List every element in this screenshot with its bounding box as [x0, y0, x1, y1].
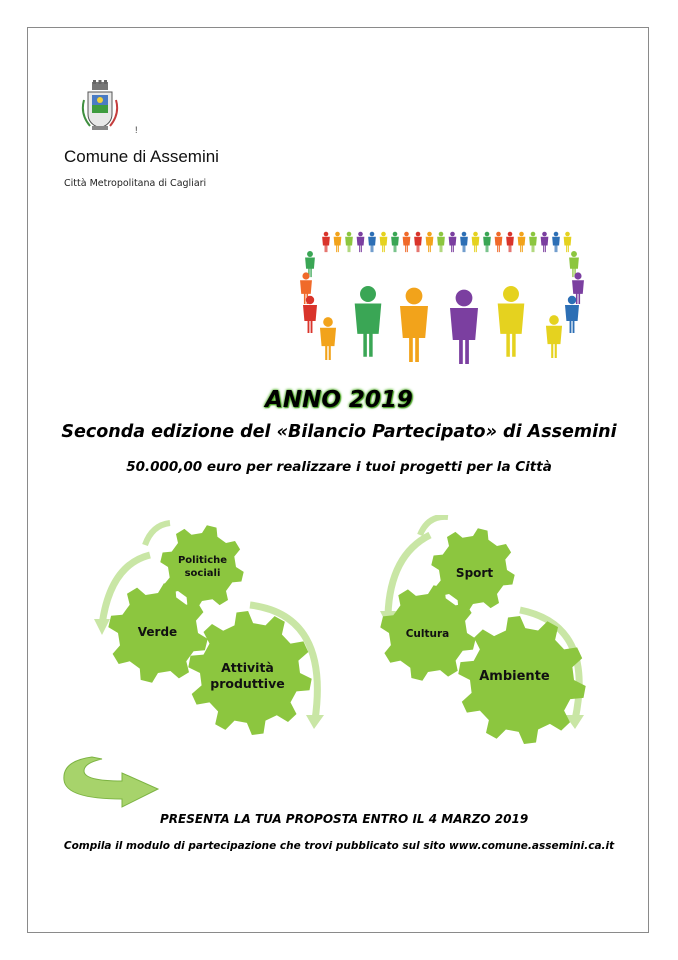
coat-of-arms-icon — [80, 80, 120, 132]
person-figure — [449, 232, 457, 252]
edition-subtitle: Seconda edizione del «Bilancio Partecipato» di Assemini — [61, 422, 617, 442]
gear-label-cultura: Cultura — [405, 628, 450, 640]
person-figure — [483, 232, 491, 252]
instructions-text: Compila il modulo di partecipazione che trovi pubblicato sul sito www.comune.assemini.ca.it — [63, 840, 615, 852]
person-figure — [541, 232, 549, 252]
gear-label-verde: Verde — [137, 625, 178, 639]
person-figure — [426, 232, 434, 252]
person-figure — [334, 232, 342, 252]
metro-city-name: Città Metropolitana di Cagliari — [64, 178, 207, 189]
person-figure — [345, 232, 353, 252]
person-figure — [498, 286, 525, 357]
person-figure — [368, 232, 376, 252]
gear-label-sport: Sport — [455, 566, 494, 580]
deadline-text: PRESENTA LA TUA PROPOSTA ENTRO IL 4 MARZO 2019 — [160, 812, 529, 826]
person-figure — [546, 315, 562, 358]
person-figure — [414, 232, 422, 252]
person-figure — [400, 288, 428, 362]
municipality-name: Comune di Assemini — [64, 147, 219, 166]
header-mark: ! — [135, 125, 138, 135]
person-figure — [529, 232, 537, 252]
person-figure — [355, 286, 382, 357]
person-figure — [450, 290, 478, 364]
person-figure — [495, 232, 503, 252]
person-figure — [320, 317, 336, 360]
gear-label-ambiente: Ambiente — [479, 669, 550, 684]
person-figure — [322, 232, 330, 252]
person-figure — [552, 232, 560, 252]
budget-line: 50.000,00 euro per realizzare i tuoi progetti per la Città — [126, 459, 552, 475]
person-figure — [518, 232, 526, 252]
people-circle-illustration — [296, 220, 588, 368]
person-figure — [472, 232, 480, 252]
person-figure — [564, 232, 572, 252]
person-figure — [380, 232, 388, 252]
person-figure — [460, 232, 468, 252]
person-figure — [391, 232, 399, 252]
person-figure — [403, 232, 411, 252]
gear-label-attivita-produttive: Attività produttive — [210, 660, 285, 691]
person-figure — [437, 232, 445, 252]
person-figure — [357, 232, 365, 252]
person-figure — [506, 232, 514, 252]
year-title: ANNO 2019 — [265, 387, 413, 413]
gear-label-politiche-sociali: Politiche sociali — [177, 555, 228, 579]
curved-arrow-icon — [62, 755, 162, 810]
